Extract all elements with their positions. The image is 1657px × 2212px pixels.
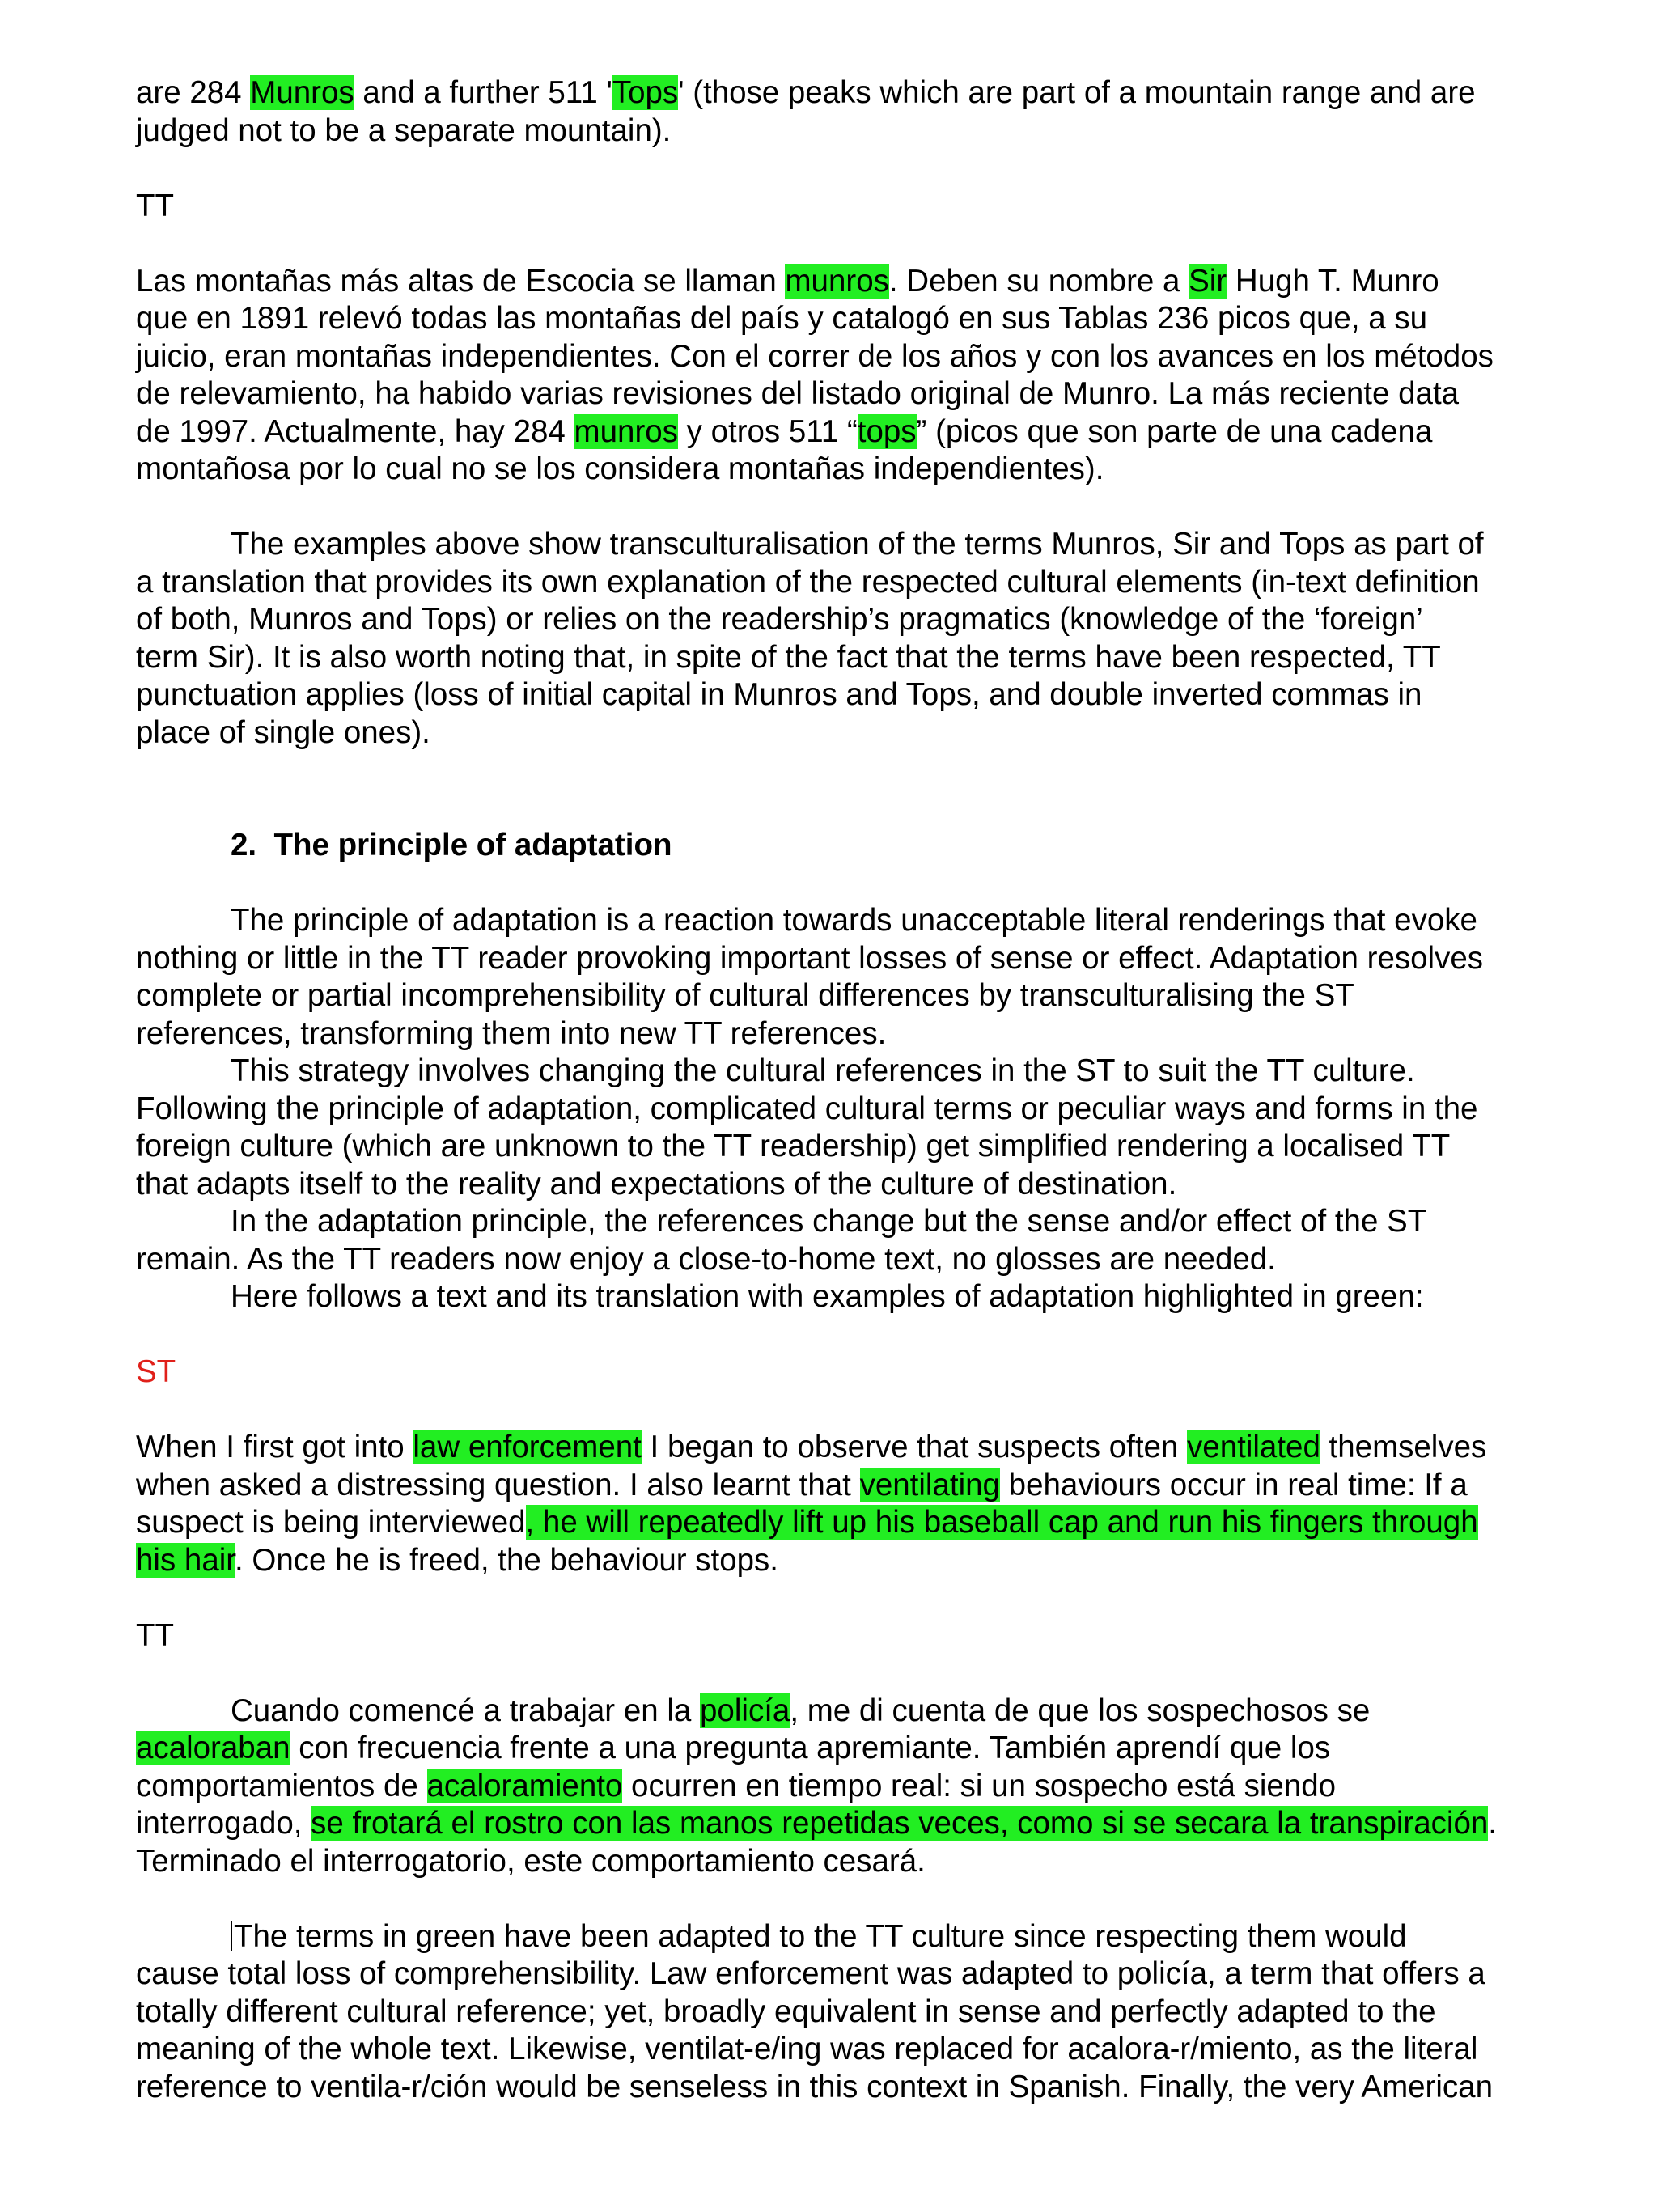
text-line: place of single ones). — [136, 714, 430, 750]
section-number: 2. — [231, 828, 257, 862]
text-line: totally different cultural reference; yet, broadly equivalent in sense and perfectly adapted to the — [136, 1994, 1436, 2029]
text-line: reference to ventila-r/ción would be senseless in this context in Spanish. Finally, the very American — [136, 2069, 1494, 2104]
text-line: Terminado el interrogatorio, este comportamiento cesará. — [136, 1843, 926, 1879]
highlighted-term: law enforcement — [413, 1430, 642, 1464]
paragraph-adaptation-sense — [136, 1203, 1556, 1278]
highlighted-term: policía — [700, 1693, 790, 1728]
paragraph-adaptation-intro — [136, 902, 1556, 1053]
text-line: of both, Munros and Tops) or relies on the readership’s pragmatics (knowledge of the ‘foreign’ — [136, 602, 1423, 637]
st-label: ST — [136, 1354, 176, 1389]
text-line: suspect is being interviewed, he will repeatedly lift up his baseball cap and run his fingers through — [136, 1505, 1478, 1540]
text-line: term Sir). It is also worth noting that, in spite of the fact that the terms have been respected, TT — [136, 639, 1441, 675]
paragraph-source-end — [136, 74, 1556, 150]
text-line: when asked a distressing question. I also learnt that ventilating behaviours occur in real time: If a — [136, 1467, 1468, 1502]
text-line: When I first got into law enforcement I began to observe that suspects often ventilated themselves — [136, 1430, 1487, 1464]
highlighted-term: ventilating — [859, 1467, 1000, 1502]
text-cursor — [231, 1921, 232, 1951]
text-line: meaning of the whole text. Likewise, ventilat-e/ing was replaced for acalora-r/miento, as the literal — [136, 2032, 1478, 2066]
text-line: de 1997. Actualmente, hay 284 munros y otros 511 “tops” (picos que son parte de una cadena — [136, 413, 1433, 449]
text-line: Las montañas más altas de Escocia se llaman munros. Deben su nombre a Sir Hugh T. Munro — [136, 263, 1439, 299]
highlighted-term: acaloraban — [136, 1731, 290, 1765]
text-line: The terms in green have been adapted to the TT culture since respecting them would — [136, 1918, 1556, 1956]
highlighted-term: tops — [857, 413, 917, 449]
highlighted-term: ventilated — [1187, 1430, 1320, 1464]
document-page — [136, 74, 1556, 2106]
text-line: his hair. Once he is freed, the behaviour stops. — [136, 1542, 779, 1578]
section-title: The principle of adaptation — [273, 828, 672, 862]
text-line: complete or partial incomprehensibility of cultural differences by transculturalising the ST — [136, 978, 1354, 1013]
tt-label: TT — [136, 1617, 175, 1653]
text-line: que en 1891 relevó todas las montañas del país y catalogó en sus Tablas 236 picos que, a su — [136, 301, 1427, 336]
text-line: that adapts itself to the reality and expectations of the culture of destination. — [136, 1166, 1177, 1201]
highlighted-term: his hair — [136, 1542, 235, 1578]
paragraph-commentary-1 — [136, 526, 1556, 752]
text-line: are 284 Munros and a further 511 'Tops' (those peaks which are part of a mountain range and are — [136, 75, 1476, 110]
highlighted-term: munros — [785, 263, 889, 299]
highlighted-term: acaloramiento — [426, 1768, 623, 1803]
text-line: This strategy involves changing the cultural references in the ST to suit the TT culture. — [231, 1053, 1415, 1088]
text-line: remain. As the TT readers now enjoy a close-to-home text, no glosses are needed. — [136, 1241, 1276, 1277]
text-line: The principle of adaptation is a reaction towards unacceptable literal renderings that evoke — [231, 903, 1477, 938]
text-line: The examples above show transculturalisation of the terms Munros, Sir and Tops as part of — [231, 527, 1484, 561]
highlighted-term: Sir — [1189, 263, 1227, 299]
text-line: references, transforming them into new TT references. — [136, 1015, 887, 1051]
highlighted-term: Tops — [612, 75, 679, 110]
highlighted-term: Munros — [250, 75, 354, 110]
paragraph-source-example — [136, 1429, 1556, 1579]
text-line: juicio, eran montañas independientes. Con el correr de los años y con los avances en los métodos — [136, 338, 1494, 374]
text-line: Following the principle of adaptation, complicated cultural terms or peculiar ways and forms in the — [136, 1091, 1478, 1126]
text-line: judged not to be a separate mountain). — [136, 112, 672, 148]
highlighted-term: munros — [574, 413, 678, 449]
paragraph-target-example — [136, 1693, 1556, 1881]
paragraph-target-munros — [136, 263, 1556, 489]
text-line: nothing or little in the TT reader provoking important losses of sense or effect. Adaptation resolves — [136, 940, 1483, 976]
text-line: cause total loss of comprehensibility. Law enforcement was adapted to policía, a term that offers a — [136, 1956, 1485, 1991]
text-line: Cuando comencé a trabajar en la policía, me di cuenta de que los sospechosos se — [231, 1693, 1371, 1728]
text-line: a translation that provides its own explanation of the respected cultural elements (in-text definition — [136, 564, 1480, 600]
text-line: comportamientos de acaloramiento ocurren en tiempo real: si un sospecho está siendo — [136, 1768, 1337, 1803]
highlighted-term: , he will repeatedly lift up his baseball cap and run his fingers through — [525, 1505, 1478, 1540]
text-line: Here follows a text and its translation with examples of adaptation highlighted in green: — [231, 1279, 1424, 1314]
text-line: In the adaptation principle, the references change but the sense and/or effect of the ST — [231, 1204, 1427, 1239]
paragraph-commentary-2 — [136, 1918, 1556, 2107]
text-line: montañosa por lo cual no se los considera montañas independientes). — [136, 451, 1104, 486]
section-heading — [136, 827, 1556, 865]
text-line: acaloraban con frecuencia frente a una pregunta apremiante. También aprendí que los — [136, 1731, 1331, 1765]
text-line: interrogado, se frotará el rostro con las manos repetidas veces, como si se secara la transpiración. — [136, 1806, 1497, 1841]
text-line: foreign culture (which are unknown to the TT readership) get simplified rendering a localised TT — [136, 1129, 1451, 1163]
highlighted-term: se frotará el rostro con las manos repetidas veces, como si se secara la transpiración — [311, 1806, 1489, 1841]
tt-label: TT — [136, 188, 175, 223]
paragraph-adaptation-strategy — [136, 1053, 1556, 1203]
text-line: de relevamiento, ha habido varias revisiones del listado original de Munro. La más reciente data — [136, 376, 1460, 411]
text-line: punctuation applies (loss of initial capital in Munros and Tops, and double inverted commas in — [136, 677, 1422, 712]
